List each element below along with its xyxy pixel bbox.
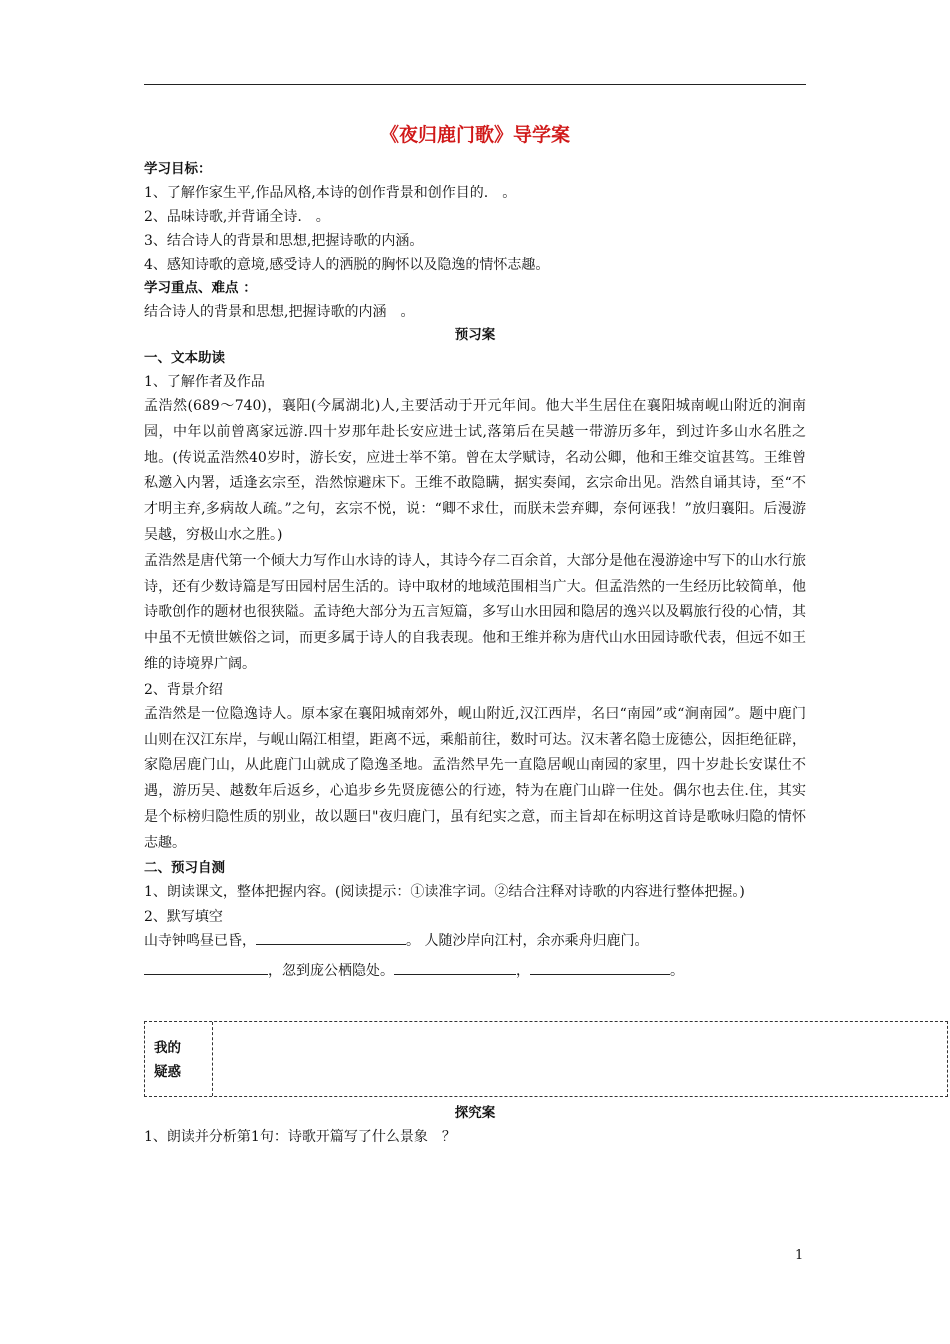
fill-blank[interactable] <box>256 930 406 945</box>
header-rule <box>144 84 806 85</box>
test-dictation: 2、默写填空 <box>144 909 223 926</box>
document-title: 《夜归鹿门歌》导学案 <box>379 124 570 146</box>
goals-heading: 学习目标： <box>144 161 212 177</box>
section-self-test: 二、预习自测 <box>144 859 225 876</box>
poem-text: 山寺钟鸣昼已昏， <box>144 933 256 950</box>
page-number: 1 <box>795 1248 804 1263</box>
subheading-author: 1、了解作者及作品 <box>144 374 265 390</box>
goal-item: 4、感知诗歌的意境,感受诗人的洒脱的胸怀以及隐逸的情怀志趣。 <box>144 257 550 273</box>
explore-heading: 探究案 <box>454 1105 496 1121</box>
author-paragraph: 孟浩然(689～740)，襄阳(今属湖北)人,主要活动于开元年间。他大半生居住在襄阳城南岘山附近的涧南园，中年以前曾离家远游.四十岁那年赴长安应进士试,落第后在吴越一带游历多年，到过许多山水名胜之地。(传说孟浩然40岁时，游长安，应进士举不第。曾在太学赋诗，名动公卿，他和王维交谊甚笃。王维曾私邀入内署，适逢玄宗至，浩然惊避床下。王维不敢隐瞒，据实奏闻，玄宗命出见。浩然自诵其诗，至“不才明主弃,多病故人疏。”之句，玄宗不悦，说：“卿不求仕，而朕未尝弃卿，奈何诬我！”放归襄阳。后漫游吴越，穷极山水之胜。) <box>144 398 806 543</box>
section-text-aid: 一、文本助读 <box>144 350 225 366</box>
doubt-box <box>144 1021 948 1097</box>
poem-line-1 <box>144 929 806 953</box>
poem-line-2 <box>144 959 806 983</box>
poem-text: 。 人随沙岸向江村，余亦乘舟归鹿门。 <box>406 933 649 950</box>
subheading-background: 2、背景介绍 <box>144 681 223 698</box>
goal-item: 3、结合诗人的背景和思想,把握诗歌的内涵。 <box>144 233 424 249</box>
poem-text: ， <box>516 963 530 980</box>
focus-text: 结合诗人的背景和思想,把握诗歌的内涵 。 <box>144 304 415 320</box>
doubt-label-line: 疑惑 <box>154 1064 181 1080</box>
author-paragraph: 孟浩然是唐代第一个倾大力写作山水诗的诗人，其诗今存二百余首，大部分是他在漫游途中写下的山水行旅诗，还有少数诗篇是写田园村居生活的。诗中取材的地域范围相当广大。但孟浩然的一生经历比较简单，他诗歌创作的题材也很狭隘。孟诗绝大部分为五言短篇，多写山水田园和隐居的逸兴以及羁旅行役的心情，其中虽不无愤世嫉俗之词，而更多属于诗人的自我表现。他和王维并称为唐代山水田园诗歌代表，但远不如王维的诗境界广阔。 <box>144 552 806 672</box>
explore-section <box>144 1102 806 1149</box>
test-reading: 1、朗读课文，整体把握内容。(阅读提示：①读准字词。②结合注释对诗歌的内容进行整体把握。) <box>144 883 745 900</box>
preview-heading: 预习案 <box>454 327 496 343</box>
doubt-answer-area[interactable] <box>213 1022 947 1096</box>
goal-item: 1、了解作家生平,作品风格,本诗的创作背景和创作目的. 。 <box>144 185 517 201</box>
doubt-label <box>145 1022 213 1096</box>
fill-blank[interactable] <box>394 960 516 975</box>
fill-blank[interactable] <box>530 960 670 975</box>
background-paragraph: 孟浩然是一位隐逸诗人。原本家在襄阳城南郊外，岘山附近,汉江西岸，名曰“南园”或“涧南园”。题中鹿门山则在汉江东岸，与岘山隔江相望，距离不远，乘船前往，数时可达。汉末著名隐士庞德公，因拒绝征辟，家隐居鹿门山，从此鹿门山就成了隐逸圣地。孟浩然早先一直隐居岘山南园的家里，四十岁赴长安谋仕不遇，游历吴、越数年后返乡，心追步乡先贤庞德公的行迹，特为在鹿门山辟一住处。偶尔也去住.住，其实是个标榜归隐性质的别业，故以题曰"夜归鹿门，虽有纪实之意，而主旨却在标明这首诗是歌咏归隐的情怀志趣。 <box>144 705 806 851</box>
poem-text: 。 <box>670 963 684 980</box>
fill-blank[interactable] <box>144 960 268 975</box>
explore-question: 1、朗读并分析第1句：诗歌开篇写了什么景象 ？ <box>144 1129 456 1145</box>
goal-item: 2、品味诗歌,并背诵全诗. 。 <box>144 209 330 225</box>
doubt-label-line: 我的 <box>154 1040 181 1056</box>
poem-text: ，忽到庞公栖隐处。 <box>268 963 394 980</box>
document-body <box>144 122 806 983</box>
focus-heading: 学习重点、难点 ： <box>144 280 257 296</box>
